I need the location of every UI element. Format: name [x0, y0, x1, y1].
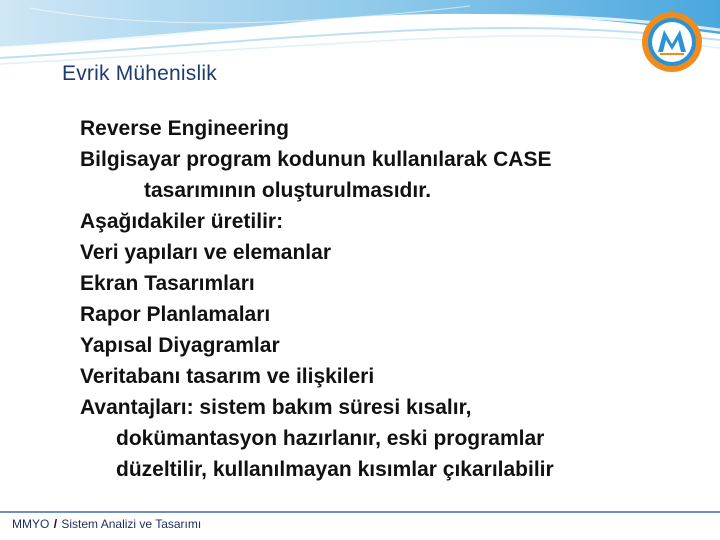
body-line: Bilgisayar program kodunun kullanılarak CASE [80, 148, 552, 171]
footer-course: Sistem Analizi ve Tasarımı [61, 517, 202, 531]
footer-divider [0, 511, 720, 513]
slide-footer [12, 517, 201, 531]
slide-body [80, 113, 700, 485]
header-swoosh-decoration [0, 0, 720, 110]
body-line: dokümantasyon hazırlanır, eski programlar [116, 427, 545, 450]
body-line: tasarımının oluşturulmasıdır. [144, 179, 432, 202]
body-line: düzeltilir, kullanılmayan kısımlar çıkarılabilir [116, 458, 554, 481]
body-line: Aşağıdakiler üretilir: [80, 210, 284, 233]
footer-separator: / [53, 517, 58, 531]
body-line: Rapor Planlamaları [80, 303, 271, 326]
body-line: Ekran Tasarımları [80, 272, 255, 295]
university-seal-icon [640, 10, 704, 74]
footer-org: MMYO [12, 517, 50, 531]
body-line: Veri yapıları ve elemanlar [80, 241, 331, 264]
body-line: Avantajları: sistem bakım süresi kısalır, [80, 396, 472, 419]
body-line: Yapısal Diyagramlar [80, 334, 280, 357]
body-line: Veritabanı tasarım ve ilişkileri [80, 365, 375, 388]
slide-title: Evrik Mühenislik [62, 62, 217, 85]
body-line: Reverse Engineering [80, 117, 289, 140]
